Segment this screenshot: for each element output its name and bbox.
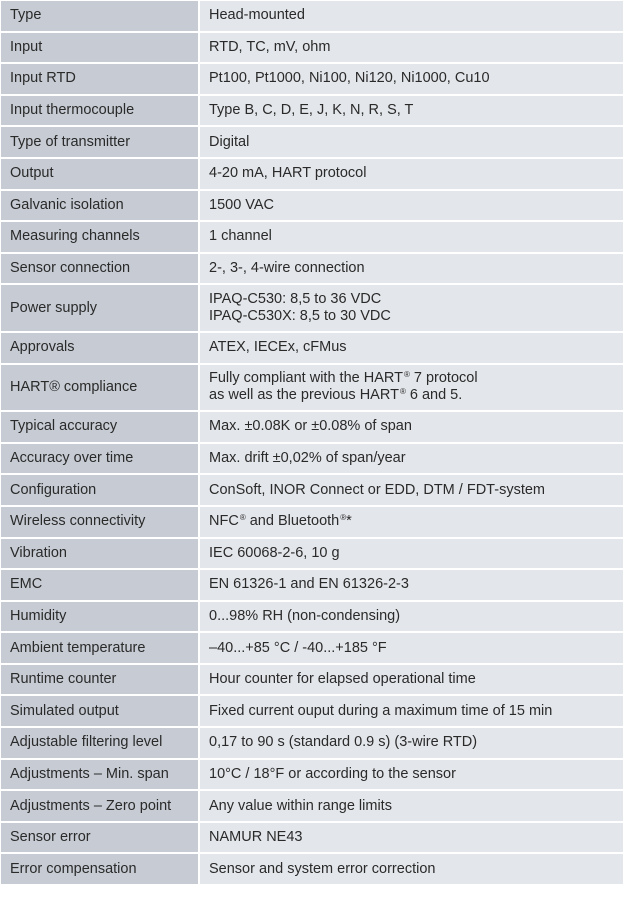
table-row [1, 64, 623, 96]
spec-value [200, 285, 623, 333]
spec-label: Galvanic isolation [1, 191, 200, 223]
spec-label: Input thermocouple [1, 96, 200, 128]
spec-value-line: ATEX, IECEx, cFMus [209, 339, 347, 356]
table-row [1, 33, 623, 65]
spec-label: Adjustable filtering level [1, 728, 200, 760]
spec-value-line: Any value within range limits [209, 797, 392, 814]
spec-value [200, 365, 623, 413]
table-row [1, 602, 623, 634]
table-row [1, 728, 623, 760]
spec-value-line: Type B, C, D, E, J, K, N, R, S, T [209, 102, 414, 119]
specifications-table-body [1, 1, 623, 886]
spec-label: Approvals [1, 333, 200, 365]
registered-mark: ® [239, 513, 246, 523]
spec-value-line: 10°C / 18°F or according to the sensor [209, 765, 456, 782]
spec-value [200, 254, 623, 286]
table-row [1, 854, 623, 886]
table-row [1, 791, 623, 823]
table-row [1, 696, 623, 728]
spec-value-line: 2-, 3-, 4-wire connection [209, 260, 365, 277]
spec-value [200, 475, 623, 507]
spec-value-line: Fixed current ouput during a maximum time of 15 min [209, 702, 553, 719]
spec-value-line: Head-mounted [209, 7, 305, 24]
spec-label: Type [1, 1, 200, 33]
spec-value [200, 760, 623, 792]
spec-value-line: as well as the previous HART® 6 and 5. [209, 387, 463, 404]
spec-value [200, 159, 623, 191]
table-row [1, 760, 623, 792]
spec-value [200, 64, 623, 96]
spec-label: Simulated output [1, 696, 200, 728]
table-row [1, 254, 623, 286]
spec-label: Runtime counter [1, 665, 200, 697]
spec-value-line: Sensor and system error correction [209, 860, 436, 877]
table-row [1, 823, 623, 855]
table-row [1, 570, 623, 602]
spec-value-line: Hour counter for elapsed operational time [209, 671, 476, 688]
spec-value-line: NFC® and Bluetooth®* [209, 513, 352, 530]
table-row [1, 444, 623, 476]
spec-value-line: 1500 VAC [209, 196, 275, 213]
specifications-table [1, 1, 623, 886]
spec-value-line: RTD, TC, mV, ohm [209, 38, 331, 55]
table-row [1, 365, 623, 413]
spec-value [200, 222, 623, 254]
spec-label: Typical accuracy [1, 412, 200, 444]
table-row [1, 665, 623, 697]
spec-label: Accuracy over time [1, 444, 200, 476]
spec-value-line: 4-20 mA, HART protocol [209, 165, 367, 182]
spec-value-line: IPAQ-C530: 8,5 to 36 VDC [209, 291, 382, 308]
spec-value [200, 333, 623, 365]
registered-mark: ® [399, 387, 406, 397]
table-row [1, 475, 623, 507]
spec-value [200, 33, 623, 65]
spec-value [200, 412, 623, 444]
table-row [1, 159, 623, 191]
spec-value-line: –40...+85 °C / -40...+185 °F [209, 639, 387, 656]
spec-label: Power supply [1, 285, 200, 333]
spec-value [200, 96, 623, 128]
spec-value [200, 539, 623, 571]
spec-value-line: 0...98% RH (non-condensing) [209, 607, 401, 624]
spec-value-line: Fully compliant with the HART® 7 protocol [209, 370, 478, 387]
spec-label: Humidity [1, 602, 200, 634]
spec-value-line: NAMUR NE43 [209, 829, 303, 846]
spec-value [200, 823, 623, 855]
registered-mark: ® [403, 370, 410, 380]
table-row [1, 633, 623, 665]
spec-value [200, 602, 623, 634]
spec-label: Adjustments – Zero point [1, 791, 200, 823]
spec-label: Measuring channels [1, 222, 200, 254]
spec-label: Ambient temperature [1, 633, 200, 665]
spec-label: Type of transmitter [1, 127, 200, 159]
spec-value [200, 728, 623, 760]
spec-label: Vibration [1, 539, 200, 571]
table-row [1, 222, 623, 254]
spec-value [200, 633, 623, 665]
spec-value [200, 665, 623, 697]
spec-label: Sensor error [1, 823, 200, 855]
spec-value-line: ConSoft, INOR Connect or EDD, DTM / FDT-system [209, 481, 545, 498]
table-row [1, 333, 623, 365]
registered-mark: ® [340, 513, 347, 523]
spec-label: Wireless connectivity [1, 507, 200, 539]
spec-label: Output [1, 159, 200, 191]
table-row [1, 191, 623, 223]
spec-label: Input RTD [1, 64, 200, 96]
spec-value [200, 696, 623, 728]
spec-value-line: 0,17 to 90 s (standard 0.9 s) (3-wire RTD) [209, 734, 478, 751]
table-row [1, 127, 623, 159]
spec-value [200, 444, 623, 476]
table-row [1, 507, 623, 539]
spec-label: Input [1, 33, 200, 65]
spec-value-line: Max. ±0.08K or ±0.08% of span [209, 418, 412, 435]
spec-value [200, 191, 623, 223]
spec-label: EMC [1, 570, 200, 602]
spec-value-line: Digital [209, 133, 250, 150]
table-row [1, 285, 623, 333]
table-row [1, 1, 623, 33]
spec-label: Configuration [1, 475, 200, 507]
spec-value-line: Max. drift ±0,02% of span/year [209, 450, 406, 467]
spec-label: Error compensation [1, 854, 200, 886]
table-row [1, 539, 623, 571]
spec-value [200, 570, 623, 602]
spec-value [200, 854, 623, 886]
table-row [1, 96, 623, 128]
spec-label: HART® compliance [1, 365, 200, 413]
spec-label: Adjustments – Min. span [1, 760, 200, 792]
table-row [1, 412, 623, 444]
spec-value [200, 127, 623, 159]
spec-value [200, 507, 623, 539]
spec-value-line: IPAQ-C530X: 8,5 to 30 VDC [209, 308, 391, 325]
spec-value-line: EN 61326-1 and EN 61326-2-3 [209, 576, 409, 593]
spec-value [200, 791, 623, 823]
spec-value [200, 1, 623, 33]
spec-value-line: 1 channel [209, 228, 272, 245]
spec-value-line: IEC 60068-2-6, 10 g [209, 544, 340, 561]
spec-label: Sensor connection [1, 254, 200, 286]
spec-value-line: Pt100, Pt1000, Ni100, Ni120, Ni1000, Cu10 [209, 70, 490, 87]
